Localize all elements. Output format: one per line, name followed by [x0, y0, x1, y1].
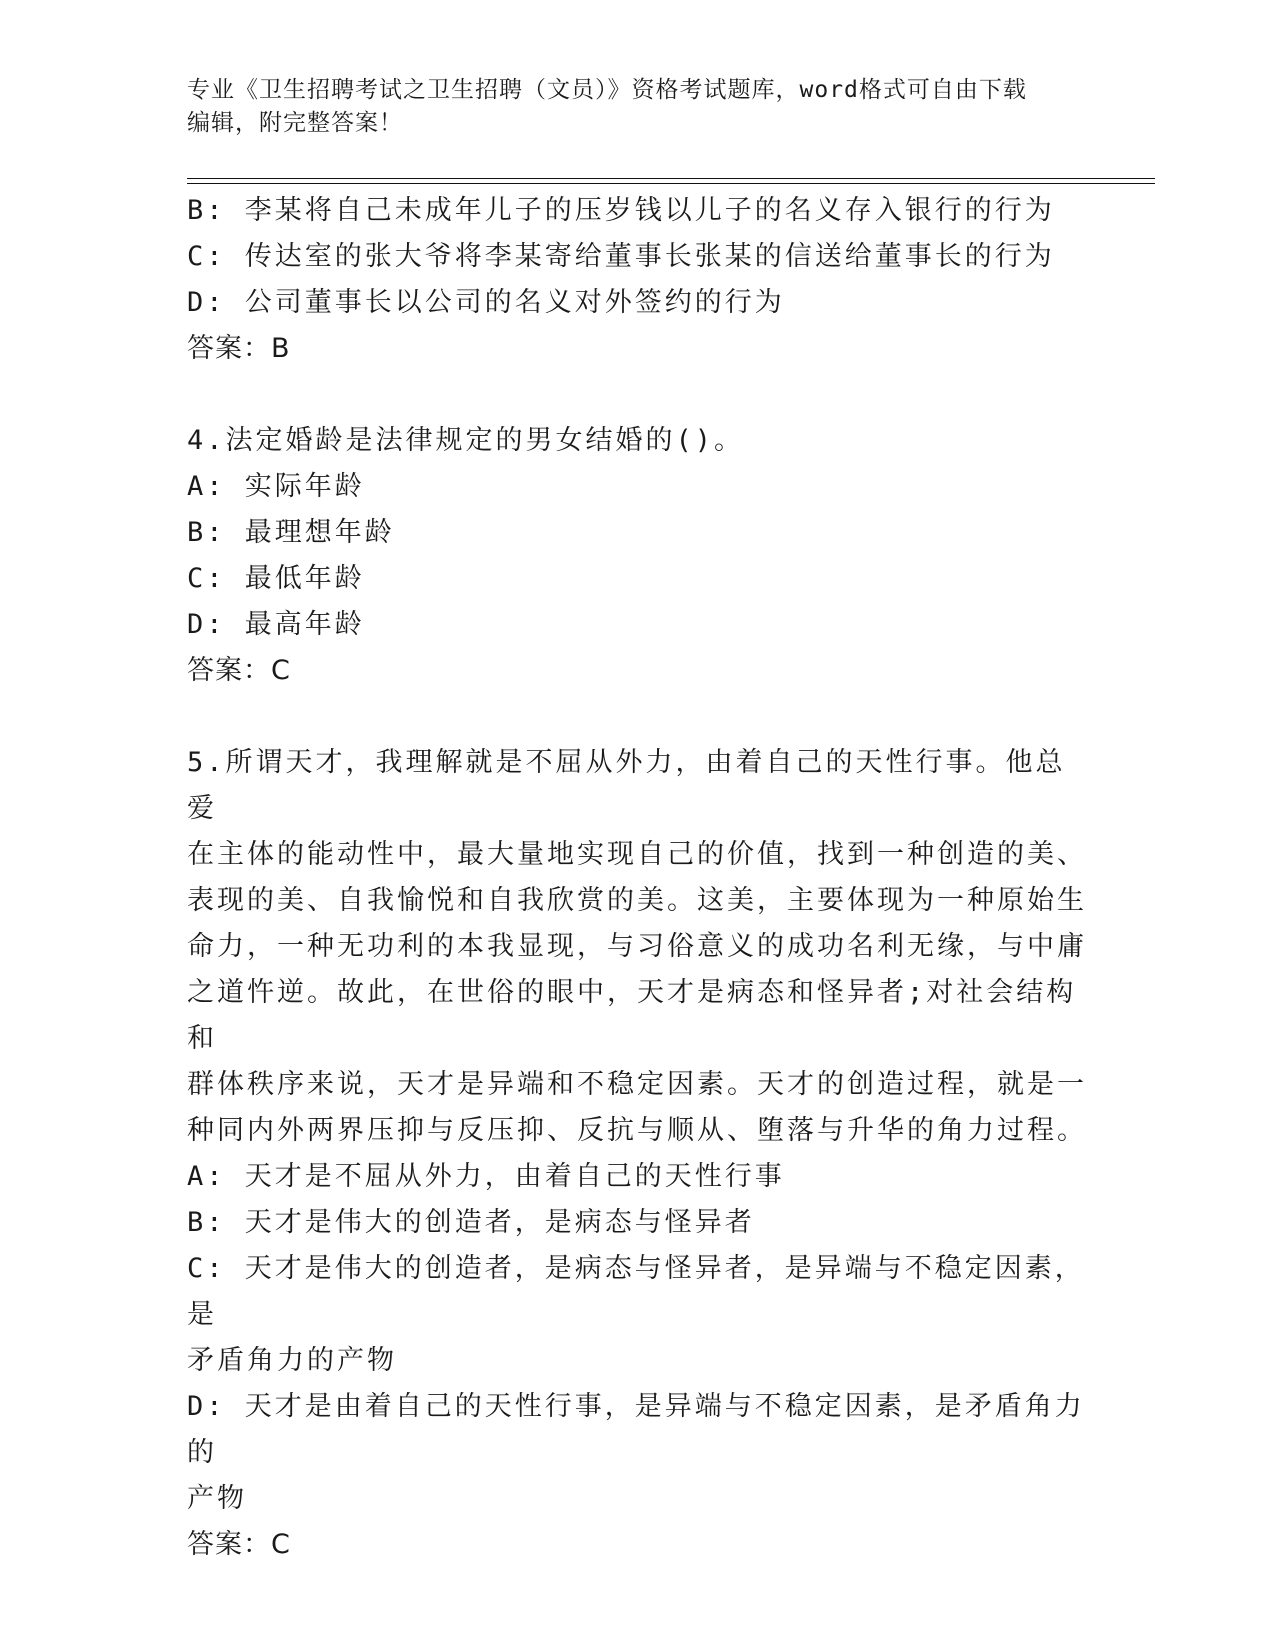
option-b: B: 最理想年龄: [187, 517, 395, 548]
question-4: [187, 418, 1087, 694]
option-a: A: 天才是不屈从外力，由着自己的天性行事: [187, 1161, 785, 1192]
option-d: D: 天才是由着自己的天性行事，是异端与不稳定因素，是矛盾角力的: [187, 1391, 1085, 1468]
option-b: B: 李某将自己未成年儿子的压岁钱以儿子的名义存入银行的行为: [187, 195, 1055, 226]
answer-label: 答案：B: [187, 333, 291, 364]
question-content: [187, 188, 1087, 1568]
spacer: [187, 694, 1087, 740]
question-3-tail: [187, 188, 1087, 372]
question-stem-line: 命力，一种无功利的本我显现，与习俗意义的成功名利无缘，与中庸: [187, 931, 1087, 962]
option-a: A: 实际年龄: [187, 471, 365, 502]
option-c: C: 最低年龄: [187, 563, 365, 594]
question-stem-line: 之道忤逆。故此，在世俗的眼中，天才是病态和怪异者;对社会结构和: [187, 977, 1077, 1054]
header-divider-bottom: [187, 183, 1155, 184]
option-c: C: 天才是伟大的创造者，是病态与怪异者，是异端与不稳定因素，是: [187, 1253, 1085, 1330]
question-5: [187, 740, 1087, 1568]
option-d: D: 最高年龄: [187, 609, 365, 640]
option-d-continued: 产物: [187, 1483, 247, 1514]
question-stem-line: 种同内外两界压抑与反压抑、反抗与顺从、堕落与升华的角力过程。: [187, 1115, 1087, 1146]
question-stem-line: 表现的美、自我愉悦和自我欣赏的美。这美，主要体现为一种原始生: [187, 885, 1087, 916]
option-b: B: 天才是伟大的创造者，是病态与怪异者: [187, 1207, 755, 1238]
option-c-continued: 矛盾角力的产物: [187, 1345, 397, 1376]
header-line-1: 专业《卫生招聘考试之卫生招聘（文员）》资格考试题库，word格式可自由下载: [187, 77, 1027, 103]
option-d: D: 公司董事长以公司的名义对外签约的行为: [187, 287, 785, 318]
spacer: [187, 372, 1087, 418]
question-stem: 4.法定婚龄是法律规定的男女结婚的()。: [187, 425, 745, 456]
question-stem-line: 群体秩序来说，天才是异端和不稳定因素。天才的创造过程，就是一: [187, 1069, 1087, 1100]
answer-label: 答案：C: [187, 655, 291, 686]
question-stem-line: 在主体的能动性中，最大量地实现自己的价值，找到一种创造的美、: [187, 839, 1087, 870]
header-line-2: 编辑，附完整答案！: [187, 110, 403, 136]
answer-label: 答案：C: [187, 1529, 291, 1560]
document-header: [187, 74, 1087, 140]
question-stem-line: 5.所谓天才，我理解就是不屈从外力，由着自己的天性行事。他总爱: [187, 747, 1066, 824]
header-divider-top: [187, 178, 1155, 179]
option-c: C: 传达室的张大爷将李某寄给董事长张某的信送给董事长的行为: [187, 241, 1055, 272]
